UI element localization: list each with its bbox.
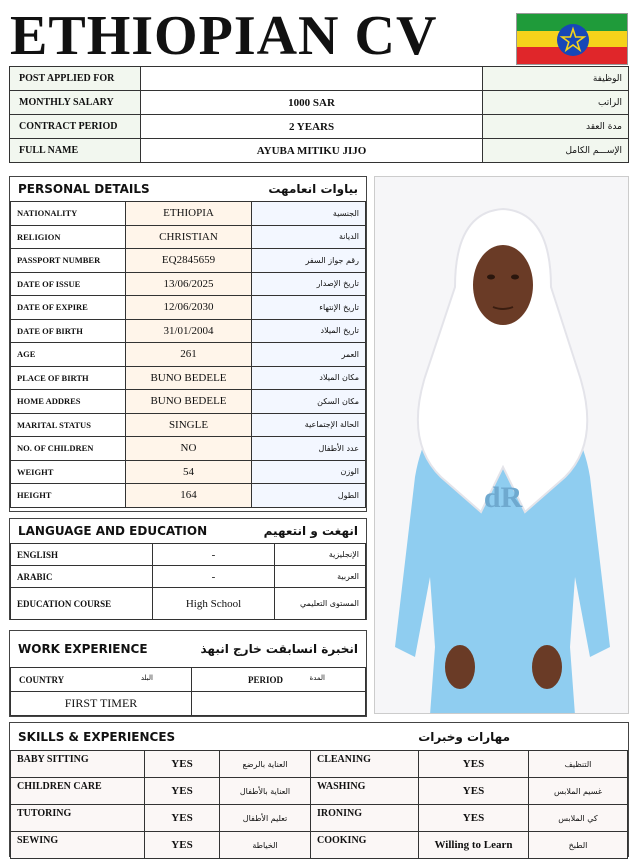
language-education-title: LANGUAGE AND EDUCATION	[18, 524, 208, 538]
row-full-name	[10, 139, 629, 163]
table-row	[11, 249, 366, 273]
passport-number-value: EQ2845659	[126, 249, 252, 273]
date-of-expire-value: 12/06/2030	[126, 296, 252, 320]
place-of-birth-label: PLACE OF BIRTH	[11, 366, 126, 390]
period-arabic: المدة	[309, 674, 325, 682]
children-value: NO	[126, 437, 252, 461]
work-experience-panel	[9, 630, 367, 717]
height-value: 164	[126, 484, 252, 508]
tutoring-label: TUTORING	[11, 805, 145, 832]
education-course-label: EDUCATION COURSE	[11, 588, 153, 620]
cleaning-arabic: التنظيف	[529, 751, 628, 778]
header-info-table	[9, 66, 629, 163]
cooking-arabic: الطبخ	[529, 832, 628, 859]
cooking-label: COOKING	[311, 832, 419, 859]
table-row	[11, 832, 628, 859]
post-applied-label: POST APPLIED FOR	[10, 67, 141, 91]
arabic-value: -	[153, 566, 275, 588]
candidate-photo-illustration	[375, 177, 629, 714]
ironing-arabic: كي الملابس	[529, 805, 628, 832]
period-header	[192, 668, 366, 692]
date-of-issue-label: DATE OF ISSUE	[11, 272, 126, 296]
language-education-header	[10, 519, 366, 543]
table-row	[11, 778, 628, 805]
contract-period-arabic: مدة العقد	[483, 115, 629, 139]
date-of-birth-arabic: تاريخ الميلاد	[252, 319, 366, 343]
height-arabic: الطول	[252, 484, 366, 508]
nationality-label: NATIONALITY	[11, 202, 126, 226]
personal-details-table	[10, 201, 366, 508]
ironing-value: YES	[419, 805, 529, 832]
personal-details-header	[10, 177, 366, 201]
monthly-salary-arabic: الراتب	[483, 91, 629, 115]
cv-title: ETHIOPIAN CV	[10, 5, 438, 67]
marital-status-label: MARITAL STATUS	[11, 413, 126, 437]
table-row	[11, 437, 366, 461]
table-row	[11, 296, 366, 320]
sewing-value: YES	[145, 832, 220, 859]
table-row	[11, 692, 366, 716]
table-row	[11, 566, 366, 588]
arabic-arabic: العربية	[275, 566, 366, 588]
skills-table	[10, 750, 628, 859]
cleaning-label: CLEANING	[311, 751, 419, 778]
religion-label: RELIGION	[11, 225, 126, 249]
post-applied-arabic: الوظيفة	[483, 67, 629, 91]
period-value	[192, 692, 366, 716]
country-arabic: البلد	[140, 674, 153, 682]
weight-value: 54	[126, 460, 252, 484]
home-address-label: HOME ADDRES	[11, 390, 126, 414]
personal-details-title: PERSONAL DETAILS	[18, 182, 150, 196]
weight-arabic: الوزن	[252, 460, 366, 484]
date-of-birth-value: 31/01/2004	[126, 319, 252, 343]
language-education-title-arabic: انهغت و انتعهيم	[263, 524, 358, 538]
language-education-table	[10, 543, 366, 620]
personal-details-title-arabic: بياوات انعامهت	[268, 182, 358, 196]
full-name-arabic: الإســـم الكامل	[483, 139, 629, 163]
tutoring-arabic: تعليم الأطفال	[220, 805, 311, 832]
date-of-birth-label: DATE OF BIRTH	[11, 319, 126, 343]
children-care-arabic: العناية بالأطفال	[220, 778, 311, 805]
sewing-label: SEWING	[11, 832, 145, 859]
home-address-value: BUNO BEDELE	[126, 390, 252, 414]
skills-panel	[9, 722, 629, 857]
work-experience-header	[10, 631, 366, 667]
children-label: NO. OF CHILDREN	[11, 437, 126, 461]
cooking-value: Willing to Learn	[419, 832, 529, 859]
children-care-label: CHILDREN CARE	[11, 778, 145, 805]
marital-status-value: SINGLE	[126, 413, 252, 437]
country-header	[11, 668, 192, 692]
row-post-applied	[10, 67, 629, 91]
table-row	[11, 413, 366, 437]
baby-sitting-value: YES	[145, 751, 220, 778]
age-value: 261	[126, 343, 252, 367]
nationality-value: ETHIOPIA	[126, 202, 252, 226]
education-course-arabic: المستوى التعليمي	[275, 588, 366, 620]
cleaning-value: YES	[419, 751, 529, 778]
english-arabic: الإنجليزية	[275, 544, 366, 566]
height-label: HEIGHT	[11, 484, 126, 508]
age-arabic: العمر	[252, 343, 366, 367]
table-row	[11, 366, 366, 390]
english-label: ENGLISH	[11, 544, 153, 566]
table-row	[11, 805, 628, 832]
table-row	[11, 319, 366, 343]
children-arabic: عدد الأطفال	[252, 437, 366, 461]
candidate-photo	[374, 176, 629, 714]
tutoring-value: YES	[145, 805, 220, 832]
table-row	[11, 272, 366, 296]
education-course-value: High School	[153, 588, 275, 620]
table-row	[11, 460, 366, 484]
baby-sitting-label: BABY SITTING	[11, 751, 145, 778]
full-name-value: AYUBA MITIKU JIJO	[140, 139, 482, 163]
passport-number-label: PASSPORT NUMBER	[11, 249, 126, 273]
work-experience-title-arabic: انخبرة انسابقت خارج انبهذ	[200, 642, 358, 656]
table-row	[11, 202, 366, 226]
post-applied-value	[140, 67, 482, 91]
personal-details-panel	[9, 176, 367, 512]
age-label: AGE	[11, 343, 126, 367]
date-of-issue-arabic: تاريخ الإصدار	[252, 272, 366, 296]
uniform-logo-icon: dR	[483, 481, 523, 514]
date-of-expire-arabic: تاريخ الإنتهاء	[252, 296, 366, 320]
monthly-salary-label: MONTHLY SALARY	[10, 91, 141, 115]
washing-label: WASHING	[311, 778, 419, 805]
english-value: -	[153, 544, 275, 566]
nationality-arabic: الجنسية	[252, 202, 366, 226]
table-row	[11, 390, 366, 414]
work-experience-title: WORK EXPERIENCE	[18, 642, 148, 656]
place-of-birth-value: BUNO BEDELE	[126, 366, 252, 390]
skills-header	[10, 723, 628, 750]
children-care-value: YES	[145, 778, 220, 805]
place-of-birth-arabic: مكان الميلاد	[252, 366, 366, 390]
religion-value: CHRISTIAN	[126, 225, 252, 249]
date-of-expire-label: DATE OF EXPIRE	[11, 296, 126, 320]
arabic-label: ARABIC	[11, 566, 153, 588]
skills-title: SKILLS & EXPERIENCES	[18, 729, 176, 744]
sewing-arabic: الخياطة	[220, 832, 311, 859]
washing-value: YES	[419, 778, 529, 805]
table-row	[11, 668, 366, 692]
ethiopian-flag-icon	[516, 13, 628, 65]
ironing-label: IRONING	[311, 805, 419, 832]
home-address-arabic: مكان السكن	[252, 390, 366, 414]
row-monthly-salary	[10, 91, 629, 115]
full-name-label: FULL NAME	[10, 139, 141, 163]
row-contract-period	[10, 115, 629, 139]
date-of-issue-value: 13/06/2025	[126, 272, 252, 296]
contract-period-value: 2 YEARS	[140, 115, 482, 139]
table-row	[11, 343, 366, 367]
marital-status-arabic: الحالة الإجتماعية	[252, 413, 366, 437]
religion-arabic: الديانة	[252, 225, 366, 249]
passport-number-arabic: رقم جواز السفر	[252, 249, 366, 273]
monthly-salary-value: 1000 SAR	[140, 91, 482, 115]
skills-title-arabic: مهارات وخبرات	[418, 729, 510, 744]
table-row	[11, 544, 366, 566]
country-value: FIRST TIMER	[11, 692, 192, 716]
weight-label: WEIGHT	[11, 460, 126, 484]
table-row	[11, 751, 628, 778]
baby-sitting-arabic: العناية بالرضع	[220, 751, 311, 778]
table-row	[11, 225, 366, 249]
work-experience-table	[10, 667, 366, 716]
contract-period-label: CONTRACT PERIOD	[10, 115, 141, 139]
table-row	[11, 588, 366, 620]
period-label: PERIOD	[248, 674, 284, 685]
country-label: COUNTRY	[19, 674, 65, 685]
table-row	[11, 484, 366, 508]
language-education-panel	[9, 518, 367, 620]
washing-arabic: غسيم الملابس	[529, 778, 628, 805]
